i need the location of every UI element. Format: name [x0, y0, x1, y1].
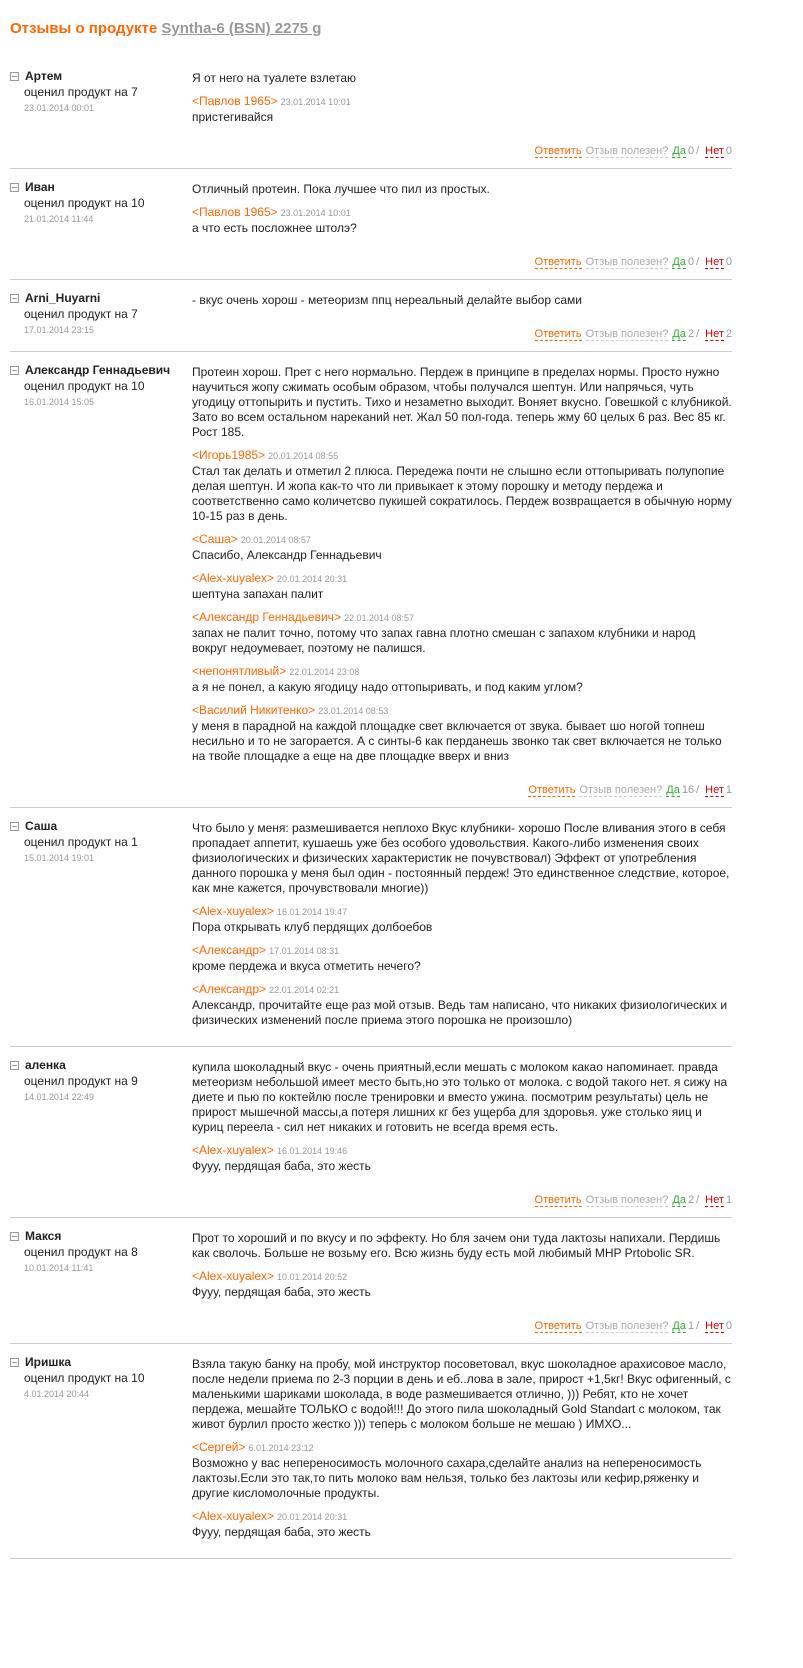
- reply-link[interactable]: Ответить: [534, 145, 582, 157]
- vote-separator: /: [696, 145, 700, 157]
- comment-author[interactable]: <Александр>: [192, 982, 267, 996]
- product-link[interactable]: Syntha-6 (BSN) 2275 g: [161, 20, 322, 37]
- review-meta: [10, 1057, 192, 1207]
- review-author-name: Макся: [25, 1229, 62, 1243]
- review-rating: оценил продукт на 8: [24, 1245, 138, 1259]
- useful-label: Отзыв полезен?: [579, 784, 663, 796]
- review-author: [10, 1228, 192, 1244]
- comment-item: [192, 94, 732, 125]
- vote-separator: /: [696, 1320, 700, 1332]
- comment-text: а что есть посложнее штолэ?: [192, 221, 357, 235]
- review-date: 10.01.2014 11:41: [24, 1263, 94, 1273]
- comment-date: 17.01.2014 08:31: [269, 946, 340, 956]
- comment-text: Фууу, пердящая баба, это жесть: [192, 1159, 371, 1173]
- useful-label: Отзыв полезен?: [585, 328, 669, 340]
- vote-yes-count: 2: [687, 1194, 695, 1206]
- comment-date: 22.01.2014 08:57: [343, 613, 415, 623]
- comment-text: Фууу, пердящая баба, это жесть: [192, 1285, 371, 1299]
- comment-author[interactable]: <Alex-xuyalex>: [192, 1509, 275, 1523]
- review-body: [192, 68, 732, 158]
- collapse-icon[interactable]: [10, 1232, 19, 1241]
- review-meta: [10, 290, 192, 341]
- vote-no-link[interactable]: Нет: [705, 1320, 724, 1332]
- review-author-name: Саша: [25, 819, 58, 833]
- comment-date: 10.01.2014 20:52: [277, 1272, 348, 1282]
- comment-date: 16.01.2014 19:47: [277, 907, 348, 917]
- reply-link[interactable]: Ответить: [534, 256, 582, 268]
- reviews-list: [10, 58, 732, 1559]
- review-author: [10, 818, 192, 834]
- review-rating: оценил продукт на 9: [24, 1074, 138, 1088]
- vote-yes-link[interactable]: Да: [666, 784, 680, 796]
- collapse-icon[interactable]: [10, 1061, 19, 1070]
- review-text: Взяла такую банку на пробу, мой инструктор посоветовал, вкус шоколадное арахисовое масло, после недели приема по 2-3 порции в день и еб..лова в зале, прирост +1,5кг! Вкус офигенный, с маленькими шариками шоколада, в воде размешивается отлично, ))) Ребят, кто не хочет пердежа, мешайте ТОЛЬКО с водой!!! До этого пила шоколадный Gold Standart с молоком, так живот бурлил просто жестко ))) теперь с молоком больше не мешаю ) ИМХО...: [192, 1357, 731, 1431]
- review-date: 16.01.2014 15:05: [24, 397, 95, 407]
- vote-no-link[interactable]: Нет: [705, 784, 724, 796]
- comment-item: [192, 1269, 732, 1300]
- review-author: [10, 68, 192, 84]
- review-author-name: аленка: [25, 1058, 66, 1072]
- vote-yes-link[interactable]: Да: [672, 256, 686, 268]
- comment-text: Пора открывать клуб пердящих долбоебов: [192, 920, 433, 934]
- review-author: [10, 290, 192, 306]
- vote-separator: /: [696, 328, 700, 340]
- comment-author[interactable]: <Игорь1985>: [192, 448, 266, 462]
- vote-separator: /: [696, 1194, 700, 1206]
- review-actions: [192, 328, 732, 341]
- review-item: [10, 280, 732, 352]
- comment-text: у меня в парадной на каждой площадке свет включается от звука. бывает шо ногой топнеш несильно и то не загорается. А с синты-6 как перданешь звонко так свет включается не только на твойе площадке а еще на две площадке вверх и вниз: [192, 719, 722, 763]
- review-body: [192, 362, 732, 797]
- useful-label: Отзыв полезен?: [585, 1320, 669, 1332]
- review-text: Протеин хорош. Прет с него нормально. Пердеж в принципе в пределах нормы. Просто нужно научиться жопу сжимать особым образом, чтобы получался шептун. Или напрячься, чуть угодицу оттопырить и пустить. Тихо и незаметно выходит. Воняет вкусно. Говешкой с клубникой. Зато во всем остальном нареканий нет. Жал 50 пол-года. теперь жму 60 целых 6 раз. Вес 85 кг. Рост 185.: [192, 365, 732, 439]
- collapse-icon[interactable]: [10, 1358, 19, 1367]
- review-body: [192, 1228, 732, 1333]
- review-author: [10, 362, 192, 378]
- comment-author[interactable]: <Павлов 1965>: [192, 205, 278, 219]
- review-author-name: Arni_Huyarni: [25, 291, 101, 305]
- comment-date: 20.01.2014 20:31: [277, 1512, 348, 1522]
- comment-date: 20.01.2014 08:55: [268, 451, 339, 461]
- vote-no-link[interactable]: Нет: [705, 328, 724, 340]
- vote-no-link[interactable]: Нет: [705, 145, 724, 157]
- comment-item: [192, 1509, 732, 1540]
- comment-text: Фууу, пердящая баба, это жесть: [192, 1525, 371, 1539]
- review-author-name: Александр Геннадьевич: [25, 363, 171, 377]
- review-date: 14.01.2014 22:49: [24, 1092, 95, 1102]
- comment-text: Стал так делать и отметил 2 плюса. Передежа почти не слышно если оттопыривать полупопие делая шептун. И жопа как-то что ли привыкает к этому порошку и методу пердежа и соответственно само количетсво пукишей сократилось. Пердеж возвращается в обычную норму 10-15 раз в день.: [192, 464, 732, 523]
- comment-text: кроме пердежа и вкуса отметить нечего?: [192, 959, 421, 973]
- review-text: Я от него на туалете взлетаю: [192, 71, 357, 85]
- comment-author[interactable]: <Alex-xuyalex>: [192, 1269, 275, 1283]
- collapse-icon[interactable]: [10, 72, 19, 81]
- review-actions: [192, 1320, 732, 1333]
- comment-date: 20.01.2014 20:31: [277, 574, 348, 584]
- review-date: 21.01.2014 11:44: [24, 214, 94, 224]
- review-rating: оценил продукт на 7: [24, 85, 138, 99]
- vote-yes-count: 2: [687, 328, 695, 340]
- review-meta: [10, 362, 192, 797]
- comment-author[interactable]: <Alex-xuyalex>: [192, 1143, 275, 1157]
- reply-link[interactable]: Ответить: [534, 1194, 582, 1206]
- comment-date: 22.01.2014 02:21: [269, 985, 340, 995]
- collapse-icon[interactable]: [10, 294, 19, 303]
- review-author-name: Артем: [25, 69, 63, 83]
- review-meta: [10, 1354, 192, 1548]
- comment-text: а я не понел, а какую ягодицу надо оттопыривать, и под каким углом?: [192, 680, 583, 694]
- comment-item: [192, 982, 732, 1028]
- review-item: [10, 1047, 732, 1218]
- comment-author[interactable]: <Alex-xuyalex>: [192, 904, 275, 918]
- vote-no-count: 1: [725, 1194, 732, 1206]
- vote-no-count: 2: [725, 328, 732, 340]
- comment-author[interactable]: <Сергей>: [192, 1440, 246, 1454]
- page-title-prefix: Отзывы о продукте: [10, 20, 158, 37]
- comment-author[interactable]: <Павлов 1965>: [192, 94, 278, 108]
- review-rating: оценил продукт на 10: [24, 196, 145, 210]
- collapse-icon[interactable]: [10, 822, 19, 831]
- collapse-icon[interactable]: [10, 183, 19, 192]
- review-body: [192, 290, 732, 341]
- useful-label: Отзыв полезен?: [585, 256, 669, 268]
- comment-text: Спасибо, Александр Геннадьевич: [192, 548, 382, 562]
- vote-yes-count: 0: [687, 256, 695, 268]
- comment-text: Возможно у вас непереносимость молочного сахара,сделайте анализ на непереносимость лактозы.Если это так,то пить молоко вам нельзя, только без лактозы или кефир,ряженку и другие кисломолочные продукты.: [192, 1456, 702, 1500]
- review-item: [10, 58, 732, 169]
- review-item: [10, 1344, 732, 1559]
- review-item: [10, 352, 732, 808]
- comment-author[interactable]: <Василий Никитенко>: [192, 703, 316, 717]
- review-actions: [192, 256, 732, 269]
- review-item: [10, 808, 732, 1047]
- comment-item: [192, 448, 732, 524]
- comment-item: [192, 1440, 732, 1501]
- comment-date: 23.01.2014 10:01: [280, 208, 351, 218]
- comment-item: [192, 205, 732, 236]
- review-actions: [192, 1194, 732, 1207]
- vote-no-count: 0: [725, 145, 732, 157]
- review-rating: оценил продукт на 1: [24, 835, 138, 849]
- reply-link[interactable]: Ответить: [534, 328, 582, 340]
- review-author-name: Иван: [25, 180, 55, 194]
- vote-yes-count: 1: [687, 1320, 695, 1332]
- review-date: 17.01.2014 23:15: [24, 325, 95, 335]
- review-text: Прот то хороший и по вкусу и по эффекту. Но бля зачем они туда лактозы напихали. Пердишь как сволочь. Больше не возьму его. Всю жизнь буду есть мой любимый MHP Prtobolic SR.: [192, 1231, 721, 1260]
- comment-author[interactable]: <Саша>: [192, 532, 238, 546]
- comment-date: 23.01.2014 10:01: [280, 97, 351, 107]
- reply-link[interactable]: Ответить: [528, 784, 576, 796]
- vote-no-count: 0: [725, 1320, 732, 1332]
- vote-no-link[interactable]: Нет: [705, 1194, 724, 1206]
- review-date: 15.01.2014 19:01: [24, 853, 95, 863]
- comment-item: [192, 571, 732, 602]
- review-body: [192, 1354, 732, 1548]
- vote-yes-link[interactable]: Да: [672, 1194, 686, 1206]
- review-item: [10, 169, 732, 280]
- vote-separator: /: [696, 784, 700, 796]
- comment-item: [192, 703, 732, 764]
- comment-author[interactable]: <непонятливый>: [192, 664, 287, 678]
- vote-yes-link[interactable]: Да: [672, 328, 686, 340]
- review-body: [192, 1057, 732, 1207]
- comment-text: шептуна запахан палит: [192, 587, 324, 601]
- comment-date: 20.01.2014 08:57: [240, 535, 311, 545]
- review-text: - вкус очень хорош - метеоризм ппц нереальный делайте выбор сами: [192, 293, 582, 307]
- comment-item: [192, 904, 732, 935]
- reply-link[interactable]: Ответить: [534, 1320, 582, 1332]
- vote-yes-count: 16: [681, 784, 695, 796]
- comment-author[interactable]: <Alex-xuyalex>: [192, 571, 275, 585]
- comment-text: запах не палит точно, потому что запах гавна плотно смешан с запахом клубники и народ вокруг недоумевает, поэтому не палишся.: [192, 626, 696, 655]
- review-meta: [10, 1228, 192, 1333]
- review-text: Что было у меня: размешивается неплохо Вкус клубники- хорошо После вливания этого в себя пропадает аппетит, кушаешь уже без особого удовольствия. Какого-либо изменения своих физиологических и физических характеристик не почувствовал) Эффект от употребления данного порошка у меня был один - постоянный пердеж! Это единственное следствие, которое, как мне кажется, прочувствовали многие)): [192, 821, 730, 895]
- vote-no-count: 0: [725, 256, 732, 268]
- comment-date: 6.01.2014 23:12: [248, 1443, 314, 1453]
- review-text: Отличный протеин. Пока лучшее что пил из простых.: [192, 182, 490, 196]
- useful-label: Отзыв полезен?: [585, 145, 669, 157]
- review-rating: оценил продукт на 10: [24, 379, 145, 393]
- comment-author[interactable]: <Александр Геннадьевич>: [192, 610, 341, 624]
- comment-text: пристегивайся: [192, 110, 274, 124]
- review-actions: [192, 784, 732, 797]
- vote-separator: /: [696, 256, 700, 268]
- review-meta: [10, 818, 192, 1036]
- review-text: купила шоколадный вкус - очень приятный,если мешать с молоком какао напоминает. правда метеоризм небольшой имеет место быть,но это только от молока. с водой такого нет. я сижу на диете и пью по коктейлю после тренировки и вместо ужина. посмотрим результаты) цель не прирост мышечной массы,а потеря лишних кг без ущерба для здоровья. уже столько яиц и куриц переела - сил нет никаких и готовить не всегда время есть.: [192, 1060, 728, 1134]
- review-body: [192, 179, 732, 269]
- review-actions: [192, 145, 732, 158]
- review-meta: [10, 68, 192, 158]
- review-date: 4.01.2014 20:44: [24, 1389, 90, 1399]
- review-rating: оценил продукт на 7: [24, 307, 138, 321]
- vote-no-count: 1: [725, 784, 732, 796]
- review-body: [192, 818, 732, 1036]
- review-meta: [10, 179, 192, 269]
- review-author-name: Иришка: [25, 1355, 72, 1369]
- review-author: [10, 179, 192, 195]
- comment-item: [192, 532, 732, 563]
- review-author: [10, 1057, 192, 1073]
- useful-label: Отзыв полезен?: [585, 1194, 669, 1206]
- comment-date: 22.01.2014 23:08: [289, 667, 360, 677]
- review-item: [10, 1218, 732, 1344]
- vote-yes-count: 0: [687, 145, 695, 157]
- review-date: 23.01.2014 00:01: [24, 103, 95, 113]
- vote-no-link[interactable]: Нет: [705, 256, 724, 268]
- comment-item: [192, 664, 732, 695]
- vote-yes-link[interactable]: Да: [672, 1320, 686, 1332]
- review-rating: оценил продукт на 10: [24, 1371, 145, 1385]
- comment-author[interactable]: <Александр>: [192, 943, 267, 957]
- review-author: [10, 1354, 192, 1370]
- comment-text: Александр, прочитайте еще раз мой отзыв. Ведь там написано, что никаких физиологических и физических изменений после приема этого порошка не произошло): [192, 998, 728, 1027]
- page-title: [10, 0, 732, 38]
- vote-yes-link[interactable]: Да: [672, 145, 686, 157]
- comment-item: [192, 943, 732, 974]
- comment-item: [192, 1143, 732, 1174]
- comment-date: 23.01.2014 08:53: [318, 706, 389, 716]
- comment-item: [192, 610, 732, 656]
- comment-date: 16.01.2014 19:46: [277, 1146, 348, 1156]
- collapse-icon[interactable]: [10, 366, 19, 375]
